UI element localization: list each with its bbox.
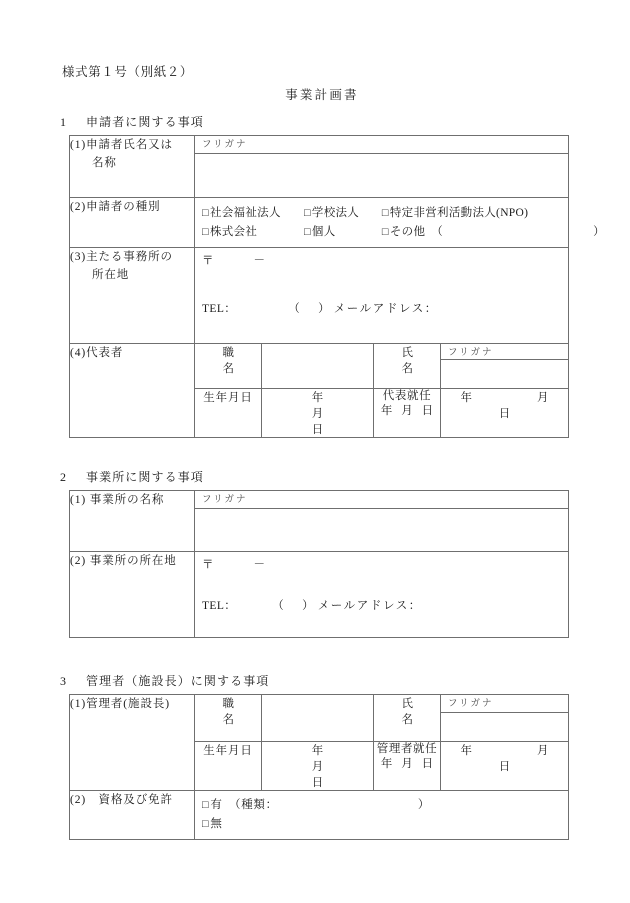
applicant-name-label-line1: (1)申請者氏名又は: [70, 139, 173, 151]
applicant-table: [69, 135, 614, 438]
manager-position-label: 職 名: [195, 695, 262, 742]
applicant-type-options-cell: [195, 198, 605, 248]
manager-appointment-label-line1: 管理者就任: [376, 743, 438, 755]
applicant-type-label-cell: [70, 198, 195, 248]
office-name-furigana-cell: [195, 491, 569, 509]
applicant-type-other-close-paren: ）: [593, 226, 605, 238]
postal-code-line: [202, 559, 265, 571]
applicant-name-label-cell: [70, 136, 195, 198]
document-title: 事業計画書: [285, 88, 359, 102]
office-name-input[interactable]: [195, 509, 569, 552]
postal-mark-icon: 〒: [202, 255, 214, 267]
section-3-title: 管理者（施設長）に関する事項: [86, 674, 270, 688]
representative-name-label: 氏 名: [374, 344, 441, 389]
qualification-option-yes[interactable]: 有 （種類：: [210, 799, 278, 811]
table-row: [70, 344, 569, 360]
tel-close-paren: ）: [302, 600, 314, 612]
tel-close-paren: ）: [318, 303, 330, 315]
office-name-label: (1) 事業所の名称: [70, 494, 165, 506]
manager-name-label: 氏 名: [374, 695, 441, 742]
applicant-type-label: (2)申請者の種別: [70, 201, 161, 213]
applicant-type-option-kabushiki[interactable]: 株式会社: [209, 226, 258, 238]
mail-label: メールアドレス：: [317, 600, 422, 612]
manager-appointment-value[interactable]: 年 月 日: [441, 742, 569, 791]
representative-appointment-label-line1: 代表就任: [382, 390, 432, 402]
applicant-name-furigana-label: フリガナ: [202, 140, 248, 150]
qualification-option-no[interactable]: 無: [210, 818, 223, 830]
office-address-label: (2) 事業所の所在地: [70, 555, 177, 567]
applicant-name-input-cell[interactable]: [195, 154, 569, 198]
section-1-title: 申請者に関する事項: [86, 115, 204, 129]
section-1-number: 1: [60, 115, 68, 129]
qualification-option-yes-line: [202, 796, 568, 815]
representative-birth-value[interactable]: 年 月 日: [262, 389, 374, 438]
manager-position-input[interactable]: [262, 695, 374, 742]
section-1-heading: [60, 113, 204, 130]
manager-name-input[interactable]: [441, 713, 569, 742]
representative-name-input[interactable]: [441, 360, 569, 389]
main-office-address-label-cell: [70, 248, 195, 344]
applicant-name-label-line2: 名称: [92, 157, 117, 169]
manager-name-furigana-cell: [441, 695, 569, 713]
office-address-cell[interactable]: [195, 552, 569, 638]
postal-mark-icon: 〒: [202, 559, 214, 571]
table-row: [70, 552, 569, 638]
representative-appointment-label-line2: 年 月 日: [380, 405, 437, 417]
main-office-address-label-line2: 所在地: [92, 269, 130, 281]
checkbox-icon[interactable]: □: [381, 207, 389, 219]
manager-appointment-label: [374, 742, 441, 791]
checkbox-icon[interactable]: □: [202, 818, 210, 830]
manager-furigana-label: フリガナ: [448, 699, 494, 709]
tel-line: [202, 600, 314, 612]
qualification-options-cell: [195, 791, 569, 840]
manager-appointment-label-line2: 年 月 日: [380, 758, 437, 770]
form-number: 様式第１号（別紙２）: [62, 65, 194, 79]
office-table: [69, 490, 569, 638]
mail-label: メールアドレス：: [333, 303, 438, 315]
manager-birth-label: 生年月日: [195, 742, 262, 791]
tel-open-paren: （: [288, 303, 301, 315]
checkbox-icon[interactable]: □: [303, 207, 311, 219]
checkbox-icon[interactable]: □: [202, 226, 209, 238]
qualification-label: (2) 資格及び免許: [70, 794, 173, 806]
applicant-type-option-shakai-fukushi[interactable]: 社会福祉法人: [209, 207, 281, 219]
office-name-furigana-label: フリガナ: [202, 495, 248, 505]
manager-table: [69, 694, 614, 840]
representative-position-label: 職 名: [195, 344, 262, 389]
representative-appointment-value[interactable]: 年 月 日: [441, 389, 569, 438]
office-name-label-cell: [70, 491, 195, 552]
qualification-option-yes-close: ）: [417, 799, 431, 811]
section-2-title: 事業所に関する事項: [86, 470, 204, 484]
representative-label: (4)代表者: [70, 347, 124, 359]
applicant-type-option-other[interactable]: その他 （: [389, 226, 444, 238]
representative-birth-label: 生年月日: [195, 389, 262, 438]
table-row: [70, 198, 569, 248]
manager-birth-value[interactable]: 年 月 日: [262, 742, 374, 791]
section-3-heading: [60, 672, 269, 689]
representative-appointment-label: [374, 389, 441, 438]
checkbox-icon[interactable]: □: [381, 226, 389, 238]
applicant-type-option-kojin[interactable]: 個人: [311, 226, 336, 238]
tel-open-paren: （: [272, 600, 285, 612]
manager-label-cell: [70, 695, 195, 791]
applicant-type-option-npo[interactable]: 特定非営利活動法人(NPO): [389, 207, 529, 219]
checkbox-icon[interactable]: □: [202, 207, 209, 219]
table-row: [70, 491, 569, 509]
main-office-address-cell[interactable]: [195, 248, 569, 344]
qualification-option-no-line: [202, 815, 568, 834]
address-input-area[interactable]: [202, 574, 568, 598]
section-3-number: 3: [60, 674, 68, 688]
tel-line: [202, 303, 330, 315]
applicant-type-options-line2: [202, 223, 605, 242]
postal-code-dash: －: [253, 559, 265, 571]
postal-code-dash: －: [253, 255, 265, 267]
address-input-area[interactable]: [202, 270, 568, 301]
table-row: [70, 136, 569, 154]
representative-label-cell: [70, 344, 195, 438]
checkbox-icon[interactable]: □: [202, 799, 210, 811]
tel-label: TEL：: [202, 303, 237, 315]
checkbox-icon[interactable]: □: [303, 226, 311, 238]
table-row: [70, 791, 569, 840]
applicant-name-furigana-cell[interactable]: [195, 136, 569, 154]
manager-label: (1)管理者(施設長): [70, 698, 170, 710]
tel-label: TEL：: [202, 600, 237, 612]
qualification-label-cell: [70, 791, 195, 840]
applicant-type-options-line1: [202, 204, 568, 223]
representative-position-input[interactable]: [262, 344, 374, 389]
section-2-number: 2: [60, 470, 68, 484]
representative-furigana-label: フリガナ: [448, 348, 494, 358]
applicant-type-option-gakko[interactable]: 学校法人: [311, 207, 360, 219]
postal-code-line: [202, 255, 265, 267]
table-row: [70, 695, 569, 713]
section-2-heading: [60, 468, 204, 485]
representative-name-furigana-cell: [441, 344, 569, 360]
main-office-address-label-line1: (3)主たる事務所の: [70, 251, 173, 263]
office-address-label-cell: [70, 552, 195, 638]
table-row: [70, 248, 569, 344]
